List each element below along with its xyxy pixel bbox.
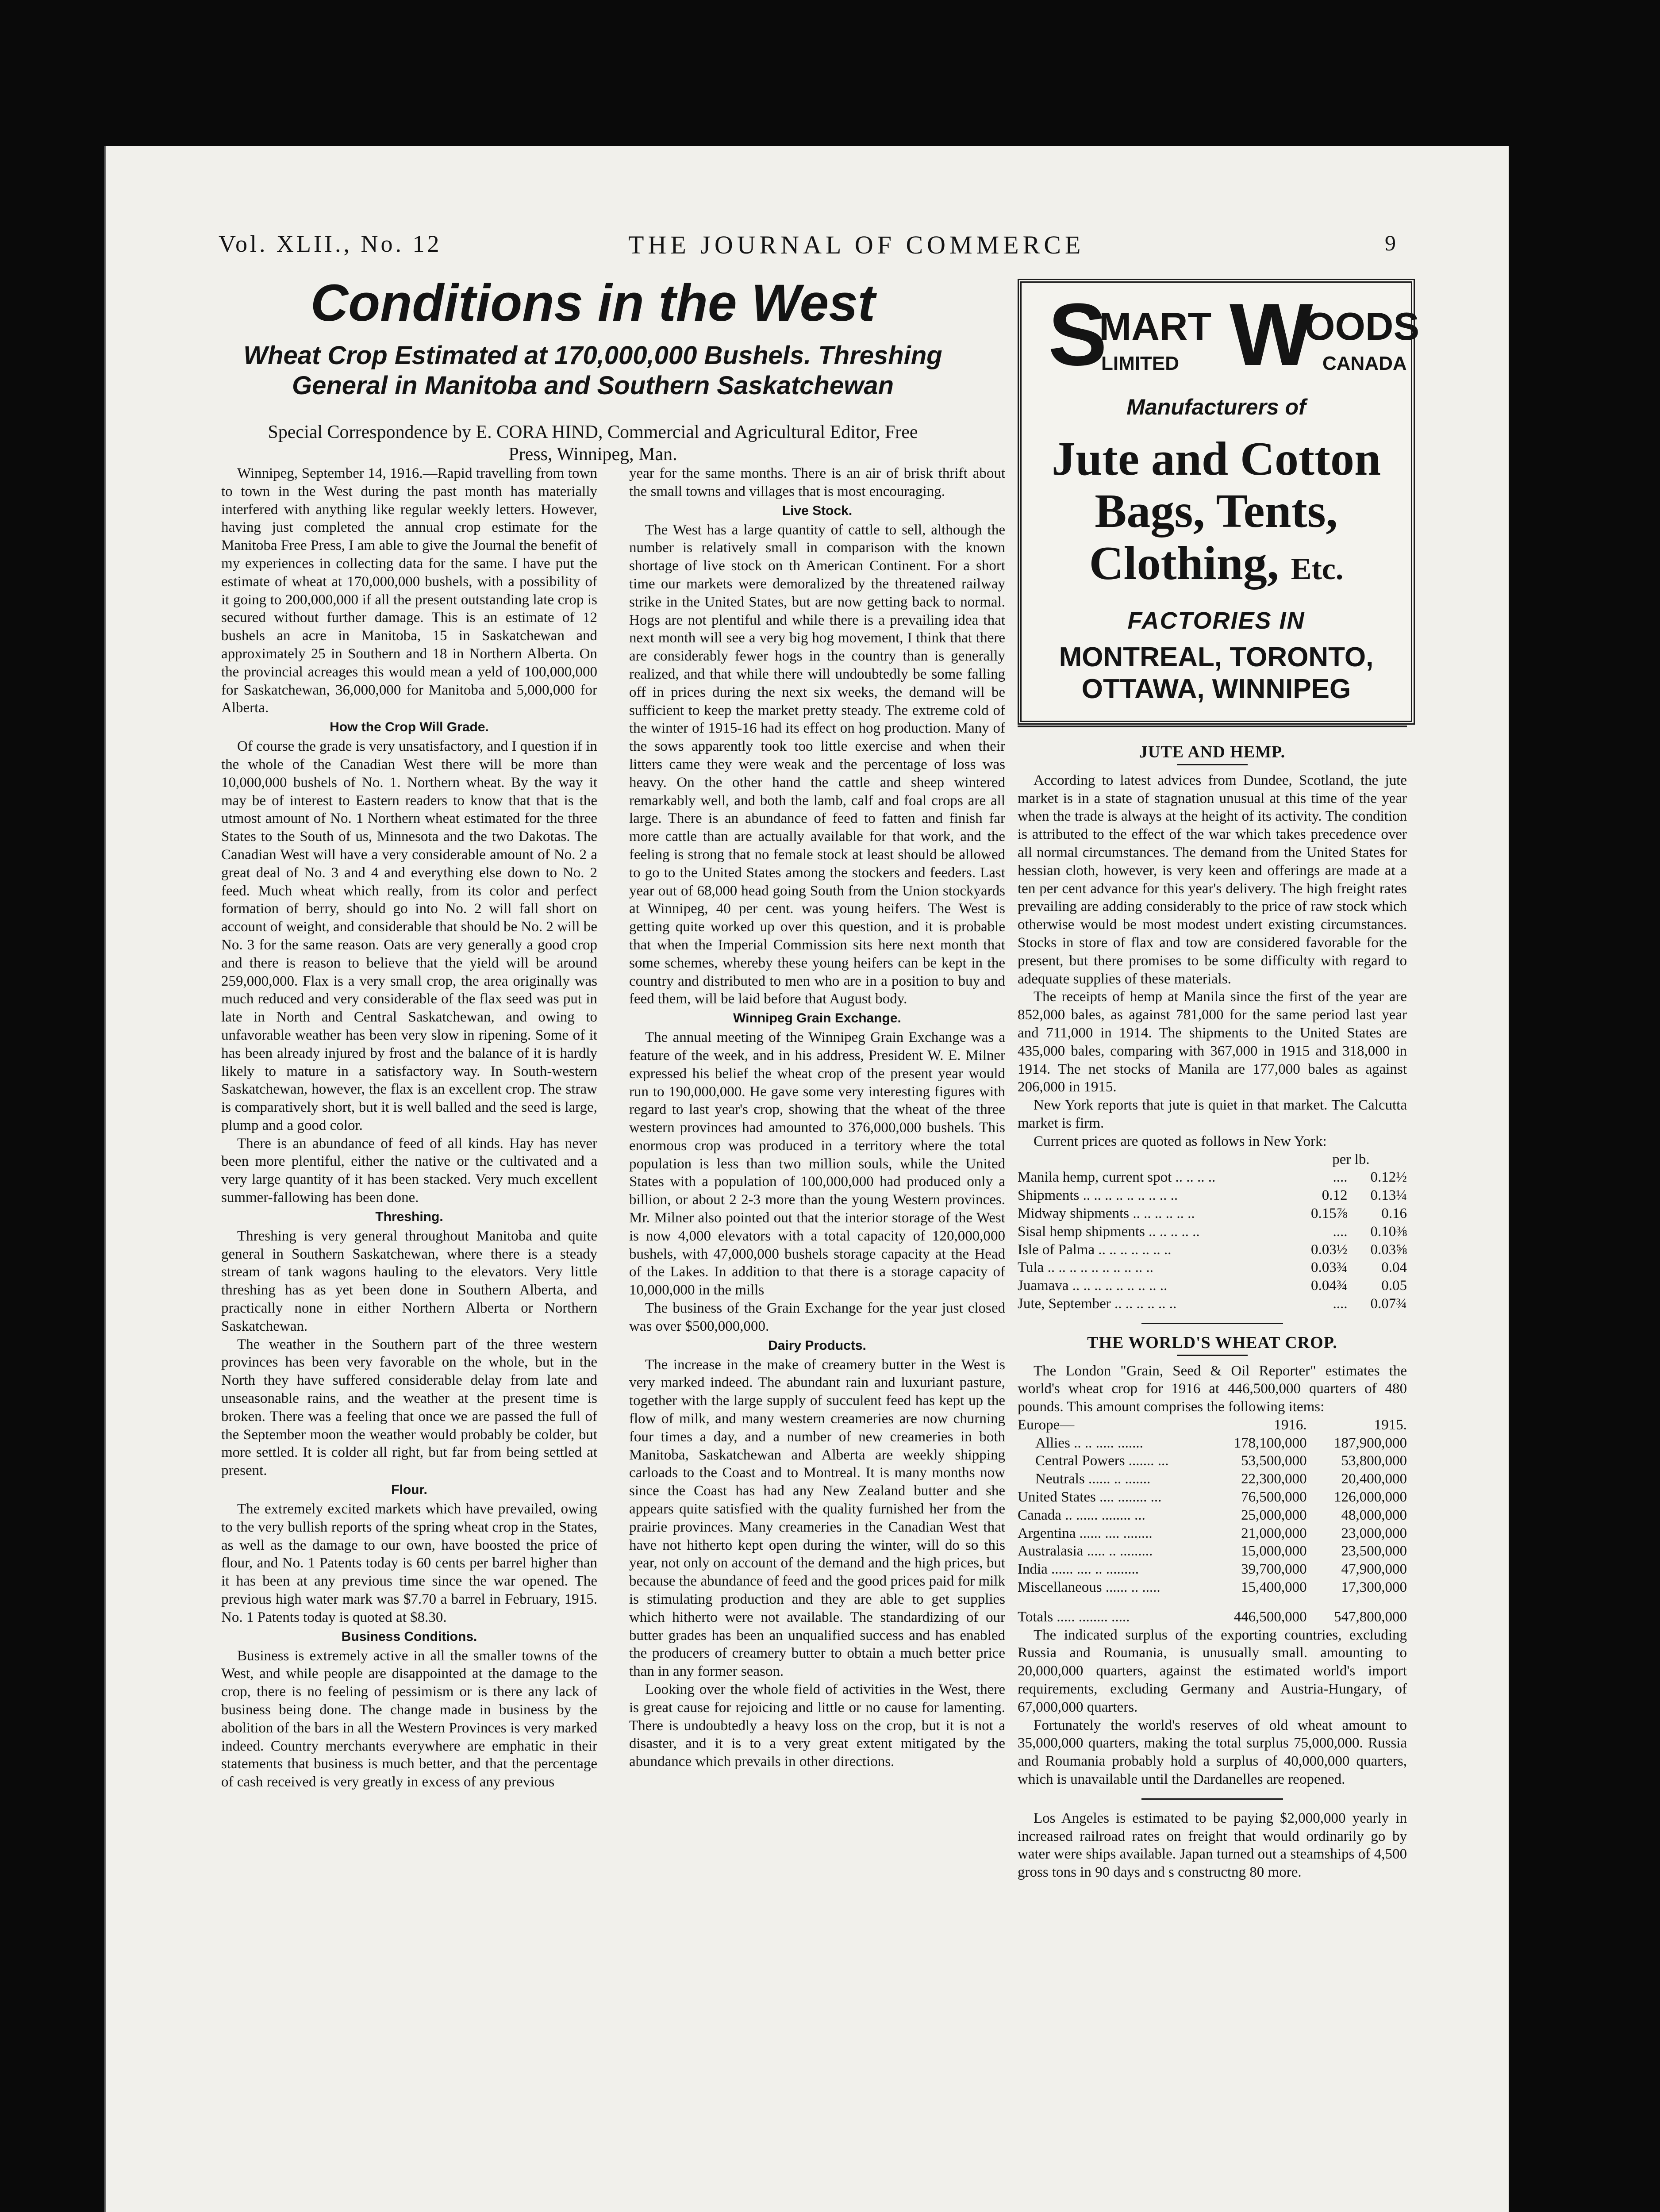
jute-heading: JUTE AND HEMP. <box>1139 743 1286 761</box>
ad-city-line: MONTREAL, TORONTO, <box>1059 642 1374 672</box>
section-heading: How the Crop Will Grade. <box>330 720 489 735</box>
wheat-country: Australasia ..... .. ......... <box>1018 1543 1153 1559</box>
page-number: 9 <box>1385 230 1399 255</box>
ad-brand-initial-s: S <box>1048 285 1107 384</box>
article-paragraph: The West has a large quantity of cattle to sell, although the number is relatively small in comparison with the known shortage of live stock on th American Continent. For a short time our markets were demoralized by the threatened railway strike in the United States, but are now getting back to normal. Hogs are not plentiful and while there is a prevailing idea that next month will see a very big hog movement, I think that there are considerably fewer hogs in the country than is generally realized, and that while there will undoubtedly be some falling off in prices during the next six weeks, the demand will be sufficient to keep the market pretty steady. The extreme cold of the winter of 1915-16 had its effect on hog production. Many of the sows apparently took too little exercise and when their litters came they were weak and the percentage of loss was heavy. On the other hand the cattle and sheep wintered remarkably well, and both the lamb, calf and foal crops are all large. There is an abundance of feed to fatten and finish far more cattle than are actually available for that work, and the feeling is strong that no female stock at least should be allowed to go to the United States among the stockers and feeders. Last year out of 68,000 head going South from the Union stockyards at Winnipeg, 40 per cent. was young heifers. The West is getting quite worked up over this question, and it is probable that when the Imperial Commission sits here next month that some schemes, whereby these young heifers can be kept in the country and distributed to men who are in a position to buy and feed them, will be laid before that August body. <box>629 522 1005 1007</box>
wheat-row <box>1018 1470 1407 1488</box>
article-paragraph: The extremely excited markets which have prevailed, owing to the very bullish reports of the spring wheat crop in the States, as well as the damage to our own, have boosted the price of flour, and No. 1 Patents today is 60 cents per barrel higher than it has been at any previous time since the war opened. The previous high water mark was $7.70 a barrel in February, 1915. No. 1 Patents today is quoted at $8.30. <box>221 1501 597 1625</box>
price-spacer <box>1018 1151 1288 1169</box>
wheat-header-row <box>1018 1416 1407 1434</box>
wheat-value-1916: 15,400,000 <box>1241 1579 1307 1596</box>
price-low: 0.12 <box>1322 1187 1348 1204</box>
price-high: 0.07¾ <box>1370 1295 1407 1312</box>
wheat-paragraph: Fortunately the world's reserves of old wheat amount to 35,000,000 quarters, making the total surplus 75,000,000. Russia and Roumania probably hold a surplus of 40,000,000 quarters, which is unavailable until the Dardanelles are reopened. <box>1018 1717 1407 1788</box>
wheat-country: Neutrals ...... .. ....... <box>1035 1471 1151 1487</box>
article-paragraph: Threshing is very general throughout Manitoba and quite general in Southern Saskatchewan, where there is a steady stream of tank wagons hauling to the elevators. Very little threshing has as yet been done in Southern Alberta, and practically none in either Northern Alberta or Northern Saskatchewan. <box>221 1228 597 1334</box>
article-paragraph: The increase in the make of creamery butter in the West is very marked indeed. The abundant rain and luxuriant pasture, together with the large supply of succulent feed has kept up the flow of milk, and many western creameries are now churning four times a day, and a number of new creameries in both Manitoba, Saskatchewan and Alberta are weekly shipping carloads to the Coast and to Montreal. It is many months now since the Coast has had any New Zealand butter and she appears quite satisfied with the quality furnished her from the prairie provinces. Many creameries in the Canadian West that have not hitherto kept open during the winter, will do so this year, not only on account of the demand and the high prices, but because the abundance of feed and the good prices paid for milk is stimulating production and they are able to get supplies which hitherto were not available. The standardizing of our butter grades has been an unqualified success and has enabled the producers of creamery butter to obtain a much better price than in any former season. <box>629 1356 1005 1680</box>
price-high: 0.10⅜ <box>1370 1223 1407 1240</box>
price-item: Tula .. .. .. .. .. .. .. .. .. .. <box>1018 1260 1153 1276</box>
price-high: 0.16 <box>1381 1205 1407 1221</box>
wheat-country: Allies .. .. ..... ....... <box>1035 1435 1143 1451</box>
ad-product-line <box>1022 538 1411 595</box>
price-item: Sisal hemp shipments .. .. .. .. .. <box>1018 1223 1200 1240</box>
los-angeles-item: Los Angeles is estimated to be paying $2,000,000 yearly in increased railroad rates on freight that would ordinarily go by water were ships available. Japan turned out a steamships of 4,500 gross tons in 90 days and s constructng 80 more. <box>1018 1810 1407 1881</box>
wheat-totals-row <box>1018 1597 1407 1626</box>
right-column <box>1018 726 1407 1882</box>
wheat-row <box>1018 1578 1407 1597</box>
wheat-value-1915: 53,800,000 <box>1341 1453 1407 1469</box>
price-low: 0.04¾ <box>1310 1278 1348 1294</box>
wheat-col-1916: 1916. <box>1274 1417 1307 1433</box>
price-unit: per lb. <box>1332 1151 1370 1167</box>
wheat-value-1915: 17,300,000 <box>1341 1579 1407 1596</box>
wheat-value-1916: 76,500,000 <box>1241 1489 1307 1505</box>
wheat-value-1916: 21,000,000 <box>1241 1525 1307 1541</box>
wheat-row <box>1018 1452 1407 1470</box>
ad-product-line: Jute and Cotton <box>1051 433 1381 485</box>
ad-brand-initial-w: W <box>1230 285 1313 384</box>
jute-paragraph: New York reports that jute is quiet in that market. The Calcutta market is firm. <box>1018 1097 1407 1131</box>
article-title: Conditions in the West <box>310 274 876 332</box>
price-low: 0.03½ <box>1310 1241 1348 1258</box>
section-heading: Winnipeg Grain Exchange. <box>733 1011 901 1026</box>
section-rule <box>1141 1798 1283 1800</box>
wheat-row <box>1018 1434 1407 1452</box>
price-item: Shipments .. .. .. .. .. .. .. .. .. <box>1018 1187 1178 1204</box>
jute-paragraph: The receipts of hemp at Manila since the first of the year are 852,000 bales, as against 781,000 for the same period last year and 711,000 in 1914. The shipments to the United States are 435,000 bales, comparing with 367,000 in 1915 and 318,000 in 1914. The net stocks of Manila are 177,000 bales as against 206,000 in 1915. <box>1018 989 1407 1095</box>
wheat-value-1915: 23,000,000 <box>1341 1525 1407 1541</box>
wheat-total-1915: 547,800,000 <box>1334 1609 1407 1625</box>
wheat-value-1915: 23,500,000 <box>1341 1543 1407 1559</box>
price-item: Juamava .. .. .. .. .. .. .. .. .. <box>1018 1278 1168 1294</box>
price-low: 0.03¾ <box>1310 1260 1348 1276</box>
article-subtitle: Wheat Crop Estimated at 170,000,000 Bushels. Threshing General in Manitoba and Southern Saskatchewan <box>243 341 942 400</box>
wheat-row <box>1018 1488 1407 1506</box>
ad-brand-rest-1: MART <box>1099 304 1212 348</box>
price-item: Jute, September .. .. .. .. .. .. <box>1018 1295 1177 1312</box>
price-row <box>1018 1205 1407 1223</box>
ad-factories-in: FACTORIES IN <box>1127 607 1305 634</box>
wheat-totals-label: Totals ..... ........ ..... <box>1018 1609 1130 1625</box>
ad-product-etc: Etc. <box>1291 552 1344 586</box>
wheat-crop-table <box>1018 1416 1407 1626</box>
wheat-value-1916: 178,100,000 <box>1233 1435 1307 1451</box>
article-paragraph: year for the same months. There is an air of brisk thrift about the small towns and villages that is most encouraging. <box>629 465 1005 499</box>
price-item: Midway shipments .. .. .. .. .. .. <box>1018 1205 1195 1221</box>
wheat-value-1915: 187,900,000 <box>1334 1435 1407 1451</box>
article-paragraph: The weather in the Southern part of the three western provinces has been very favorable on the whole, but in the North they have suffered considerable delay from late and unseasonable rains, and the weather at the present time is broken. There was a feeling that once we are passed the full of the September moon the weather would probably be colder, but more settled. It is colder all right, but far from being settled at present. <box>221 1336 597 1479</box>
article-paragraph: There is an abundance of feed of all kinds. Hay has never been more plentiful, either the native or the cultivated and a very large quantity of it has been stacked. Very much excellent summer-fallowing has been done. <box>221 1135 597 1206</box>
price-row <box>1018 1277 1407 1295</box>
wheat-row <box>1018 1525 1407 1543</box>
article-paragraph: Looking over the whole field of activities in the West, there is great cause for rejoicing and little or no cause for lamenting. There is undoubtedly a heavy loss on the crop, but it is not a disaster, and it is to a very great extent mitigated by the abundance which prevails in other directions. <box>629 1682 1005 1770</box>
wheat-row <box>1018 1560 1407 1578</box>
price-row <box>1018 1241 1407 1259</box>
price-low: .... <box>1333 1223 1348 1240</box>
price-row <box>1018 1187 1407 1205</box>
section-heading: Flour. <box>391 1482 427 1498</box>
jute-price-table <box>1018 1151 1407 1313</box>
wheat-value-1916: 15,000,000 <box>1241 1543 1307 1559</box>
wheat-value-1916: 22,300,000 <box>1241 1471 1307 1487</box>
article-column-2 <box>629 465 1005 1771</box>
price-row <box>1018 1295 1407 1313</box>
wheat-country: Miscellaneous ...... .. ..... <box>1018 1579 1160 1596</box>
ad-country: CANADA <box>1322 353 1407 374</box>
article-paragraph: The annual meeting of the Winnipeg Grain Exchange was a feature of the week, and in his address, President W. E. Milner expressed his belief the wheat crop of the present year would run to 190,000,000. He gave some very interesting figures with regard to last year's crop, showing that the wheat of the three western provinces had amounted to 376,000,000 bushels. This enormous crop was produced in a territory where the total population is less than two million souls, while the United States with a population of 100,000,000 had produced only a billion, or about 2 2-3 more than the young Western provinces. Mr. Milner also pointed out that the interior storage of the West is now 4,000 elevators with a total capacity of 120,000,000 bushels, with 47,000,000 bushels storage capacity at the Head of the Lakes. In addition to that there is a storage capacity of 10,000,000 in the mills <box>629 1029 1005 1298</box>
ad-cities <box>1022 641 1411 705</box>
volume-number: Vol. XLII., No. 12 <box>219 230 442 257</box>
wheat-country: Canada .. ...... ........ ... <box>1018 1507 1145 1523</box>
heading-rule <box>1177 764 1248 765</box>
wheat-value-1915: 48,000,000 <box>1341 1507 1407 1523</box>
article-byline: Special Correspondence by E. CORA HIND, Commercial and Agricultural Editor, Free Press, Winnipeg, Man. <box>268 422 918 465</box>
article-paragraph: Winnipeg, September 14, 1916.—Rapid travelling from town to town in the West during the past month has materially interfered with anything like regular weekly letters. However, having just completed the annual crop estimate for the Manitoba Free Press, I am able to give the Journal the benefit of my experiences in collecting data for the same. I have put the estimate of wheat at 170,000,000 bushels, with a possibility of it going to 200,000,000 if all the present outstanding late crop is secured without further damage. This is an estimate of 12 bushels an acre in Manitoba, 15 in Saskatchewan and approximately 25 in Southern and 18 in Northern Alberta. On the provincial acreages this would mean a yeld of 100,000,000 for Saskatchewan, 36,000,000 for Manitoba and 5,000,000 for Alberta. <box>221 465 597 716</box>
ad-limited: LIMITED <box>1101 353 1179 374</box>
wheat-value-1915: 126,000,000 <box>1334 1489 1407 1505</box>
price-high: 0.12½ <box>1370 1169 1407 1186</box>
article-column-1 <box>221 465 597 1791</box>
price-item: Isle of Palma .. .. .. .. .. .. .. <box>1018 1241 1172 1258</box>
price-high: 0.04 <box>1381 1260 1407 1276</box>
section-heading: Business Conditions. <box>341 1629 477 1644</box>
wheat-country: Argentina ...... .... ........ <box>1018 1525 1153 1541</box>
price-row <box>1018 1223 1407 1241</box>
jute-paragraph: According to latest advices from Dundee, Scotland, the jute market is in a state of stagnation unusual at this time of the year when the trade is always at the height of its activity. The condition is attributed to the effect of the war which takes precedence over all normal circumstances. The demand from the United States for hessian cloth, however, is very keen and offerings are made at a ten per cent advance for this year's delivery. The high freight rates prevailing are adding considerably to the price of raw stock which otherwise would be most modest undert existing circumstances. Stocks in store of flax and tow are considered favorable for the present, but there promises to be some difficulty with regard to adequate supplies of these materials. <box>1018 772 1407 987</box>
article-paragraph: Of course the grade is very unsatisfactory, and I question if in the whole of the Canadian West there will be more than 10,000,000 bushels of No. 1. Northern wheat. By the way it may be of interest to Eastern readers to know that that is the utmost amount of No. 1 Northern wheat estimated for the three States to the South of us, Minnesota and the two Dakotas. The Canadian West will have a very considerable amount of No. 2 a great deal of No. 3 and 4 and everything else down to No. 2 feed. Much wheat which really, from its color and perfect formation of berry, should go into No. 2 will fall short on account of weight, and considerable that should be No. 2 will be No. 3 for the same reason. Oats are very generally a good crop and there is reason to believe that the yield will be around 259,000,000. Flax is a very small crop, the area originally was much reduced and very considerable of the flax seed was put in late in North and Central Saskatchewan, and owing to unfavorable weather has been very slow in ripening. Some of it has been already injured by frost and the balance of it is hardly likely to mature in a satisfactory way. In South-western Saskatchewan, however, the flax is an excellent crop. The straw is comparatively short, but it is well balled and the seed is large, plump and a good color. <box>221 738 597 1133</box>
wheat-row <box>1018 1542 1407 1560</box>
price-high: 0.05 <box>1381 1278 1407 1294</box>
section-rule <box>1018 726 1407 727</box>
section-heading: Live Stock. <box>782 503 853 518</box>
wheat-total-1916: 446,500,000 <box>1233 1609 1307 1625</box>
price-high: 0.03⅝ <box>1370 1241 1407 1258</box>
wheat-value-1915: 20,400,000 <box>1341 1471 1407 1487</box>
ad-manufacturers-of: Manufacturers of <box>1126 395 1306 419</box>
journal-title: THE JOURNAL OF COMMERCE <box>628 230 1085 259</box>
ad-product-line: Bags, Tents, <box>1095 485 1338 538</box>
jute-article <box>1018 772 1407 1151</box>
article-header <box>221 270 964 465</box>
price-low: .... <box>1333 1169 1348 1186</box>
wheat-value-1915: 47,900,000 <box>1341 1561 1407 1578</box>
wheat-row <box>1018 1506 1407 1525</box>
article-paragraph: Business is extremely active in all the smaller towns of the West, and while people are disappointed at the damage to the crop, there is no feeling of pessimism or is there any lack of business being done. The change made in business by the abolition of the bars in all the Western Provinces is very marked indeed. Country merchants everywhere are emphatic in their statements that business is much better, and that the percentage of cash received is very greatly in excess of any previous <box>221 1647 597 1790</box>
wheat-value-1916: 53,500,000 <box>1241 1453 1307 1469</box>
wheat-value-1916: 39,700,000 <box>1241 1561 1307 1578</box>
wheat-country: Central Powers ....... ... <box>1035 1453 1169 1469</box>
wheat-country: India ...... .... .. ......... <box>1018 1561 1139 1578</box>
wheat-country: United States .... ........ ... <box>1018 1489 1162 1505</box>
price-low: .... <box>1333 1295 1348 1312</box>
wheat-region-label: Europe— <box>1018 1417 1075 1433</box>
wheat-heading: THE WORLD'S WHEAT CROP. <box>1087 1333 1337 1352</box>
article-paragraph: The business of the Grain Exchange for the year just closed was over $500,000,000. <box>629 1300 1005 1334</box>
wheat-article <box>1018 1626 1407 1789</box>
section-heading: Threshing. <box>375 1209 443 1224</box>
price-row <box>1018 1259 1407 1277</box>
wheat-paragraph: The indicated surplus of the exporting countries, excluding Russia and Roumania, is unusually small. amounting to 20,000,000 quarters, against the estimated world's import requirements, excluding Germany and Austria-Hungary, of 67,000,000 quarters. <box>1018 1627 1407 1715</box>
ad-product-clothing: Clothing, <box>1089 537 1279 590</box>
price-low: 0.15⅞ <box>1310 1205 1348 1221</box>
price-row <box>1018 1168 1407 1187</box>
price-high: 0.13¼ <box>1370 1187 1407 1204</box>
section-rule <box>1141 1323 1283 1324</box>
smart-woods-advertisement <box>1018 279 1420 725</box>
heading-rule <box>1177 1355 1248 1356</box>
price-item: Manila hemp, current spot .. .. .. .. <box>1018 1169 1216 1186</box>
section-heading: Dairy Products. <box>768 1338 866 1353</box>
ad-products <box>1022 433 1411 595</box>
wheat-intro: The London "Grain, Seed & Oil Reporter" estimates the world's wheat crop for 1916 at 446,500,000 quarters of 480 pounds. This amount comprises the following items: <box>1018 1363 1407 1415</box>
wheat-col-1915: 1915. <box>1374 1417 1407 1433</box>
jute-paragraph: Current prices are quoted as follows in New York: <box>1034 1133 1327 1149</box>
ad-brand-rest-2: OODS <box>1305 304 1420 348</box>
ad-city-line: OTTAWA, WINNIPEG <box>1081 674 1351 704</box>
price-header-row <box>1018 1151 1407 1169</box>
wheat-value-1916: 25,000,000 <box>1241 1507 1307 1523</box>
ad-brand <box>1022 285 1420 392</box>
